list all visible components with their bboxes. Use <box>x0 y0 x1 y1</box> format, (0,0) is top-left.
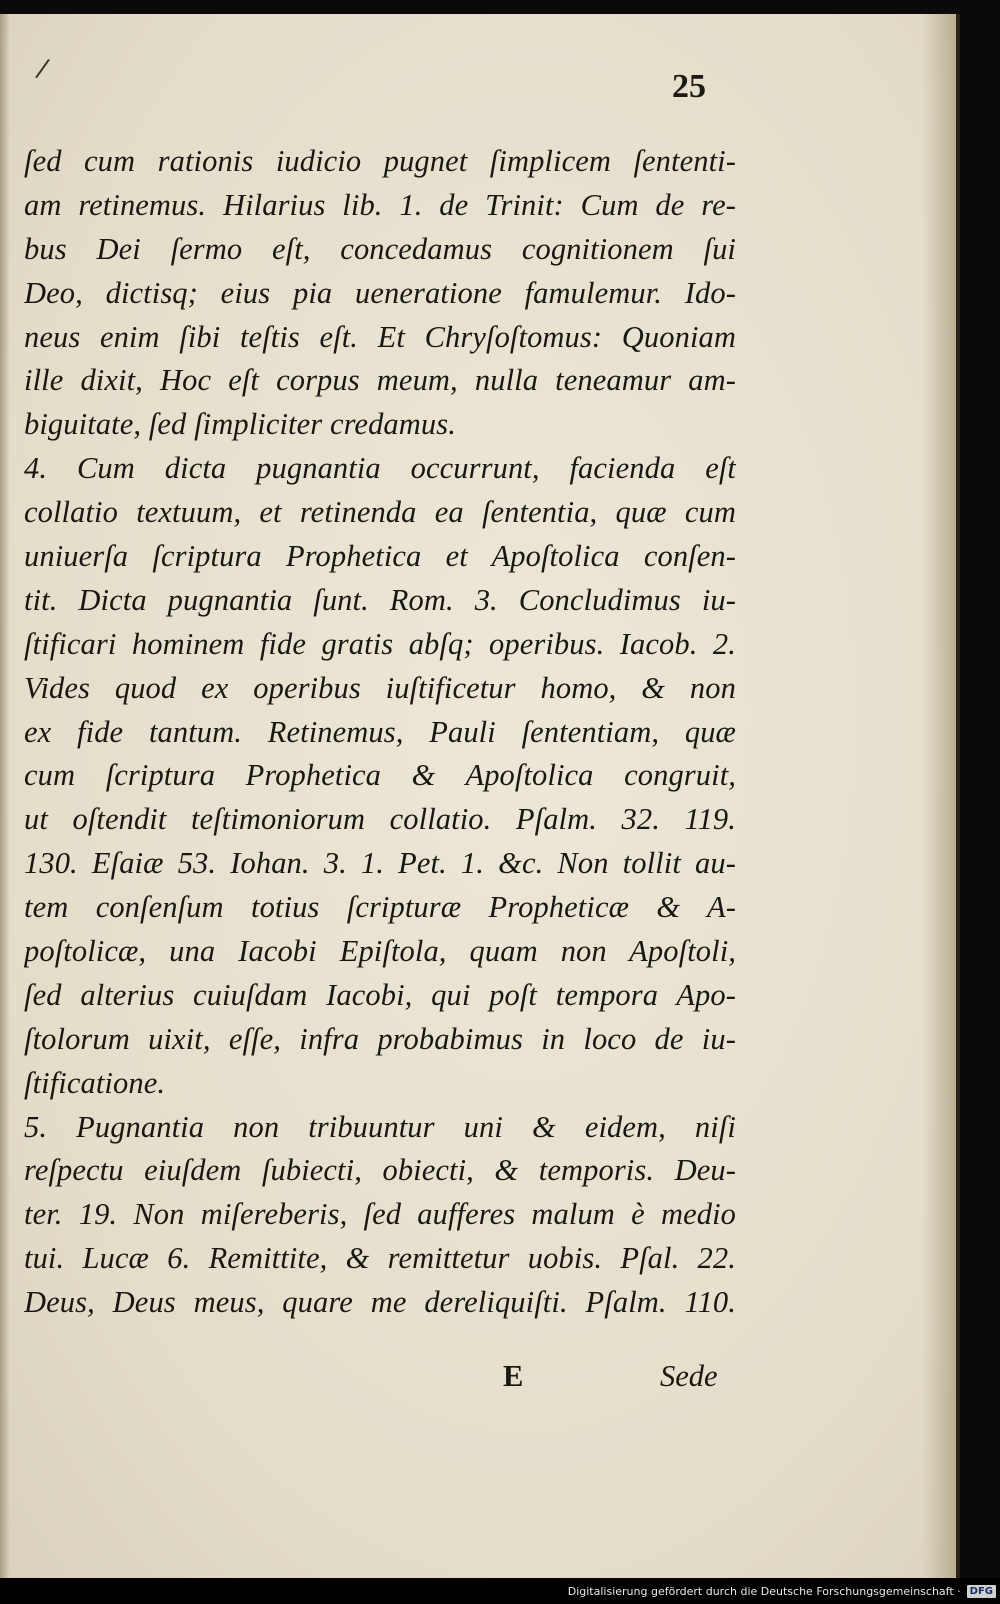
page-foot <box>0 1359 740 1403</box>
text-line: uniuerſa ſcriptura Prophetica et Apoſtolica conſen- <box>24 539 736 574</box>
text-line: Deus, Deus meus, quare me dereliquiſti. Pſalm. 110. <box>24 1285 736 1320</box>
text-line: ter. 19. Non miſereberis, ſed aufferes malum è medio <box>24 1197 736 1232</box>
text-line: biguitate, ſed ſimpliciter credamus. <box>24 407 456 442</box>
funding-credit: Digitalisierung gefördert durch die Deutsche Forschungsgemeinschaft · <box>567 1584 961 1598</box>
footer-bar <box>0 1578 1000 1604</box>
text-line: cum ſcriptura Prophetica & Apoſtolica congruit, <box>24 758 736 793</box>
text-line: collatio textuum, et retinenda ea ſententia, quæ cum <box>24 495 736 530</box>
text-line: ex fide tantum. Retinemus, Pauli ſententiam, quæ <box>24 714 736 749</box>
text-line: tit. Dicta pugnantia ſunt. Rom. 3. Concludimus iu- <box>24 582 736 617</box>
text-line: Deo, dictisq; eius pia ueneratione famulemur. Ido- <box>24 275 736 310</box>
dfg-logo-icon: DFG <box>967 1585 996 1598</box>
text-line: 5. Pugnantia non tribuuntur uni & eidem, niſi <box>24 1109 736 1144</box>
text-line: ſed cum rationis iudicio pugnet ſimplicem ſententi- <box>24 144 736 178</box>
text-line: tui. Lucæ 6. Remittite, & remittetur uobis. Pſal. 22. <box>24 1241 736 1276</box>
catchword: Sede <box>660 1359 718 1393</box>
text-line: Vides quod ex operibus iuſtificetur homo, & non <box>24 670 736 705</box>
book-page <box>0 14 960 1578</box>
text-line: am retinemus. Hilarius lib. 1. de Trinit: Cum de re- <box>24 187 736 222</box>
text-line: tem conſenſum totius ſcripturæ Propheticæ & A- <box>24 890 736 925</box>
text-line: 4. Cum dicta pugnantia occurrunt, facienda eſt <box>24 451 736 486</box>
text-line: ſtolorum uixit, eſſe, infra probabimus in loco de iu- <box>24 1021 736 1056</box>
text-line: reſpectu eiuſdem ſubiecti, obiecti, & temporis. Deu- <box>24 1153 736 1188</box>
text-line: neus enim ſibi teſtis eſt. Et Chryſoſtomus: Quoniam <box>24 319 736 354</box>
text-line: bus Dei ſermo eſt, concedamus cognitionem ſui <box>24 231 736 266</box>
text-line: ille dixit, Hoc eſt corpus meum, nulla teneamur am- <box>24 363 736 398</box>
text-line: 130. Eſaiæ 53. Iohan. 3. 1. Pet. 1. &c. Non tollit au- <box>24 846 736 881</box>
ink-mark: / <box>33 53 52 85</box>
text-line: ut oſtendit teſtimoniorum collatio. Pſalm. 32. 119. <box>24 802 736 837</box>
text-line: ſtificatione. <box>24 1065 166 1100</box>
text-block <box>24 140 736 1325</box>
text-line: poſtolicæ, una Iacobi Epiſtola, quam non Apoſtoli, <box>24 934 736 969</box>
page-number: 25 <box>672 68 706 105</box>
text-line: ſtificari hominem fide gratis abſq; operibus. Iacob. 2. <box>24 626 736 661</box>
text-line: ſed alterius cuiuſdam Iacobi, qui poſt tempora Apo- <box>24 977 736 1012</box>
signature-mark: E <box>503 1359 524 1393</box>
